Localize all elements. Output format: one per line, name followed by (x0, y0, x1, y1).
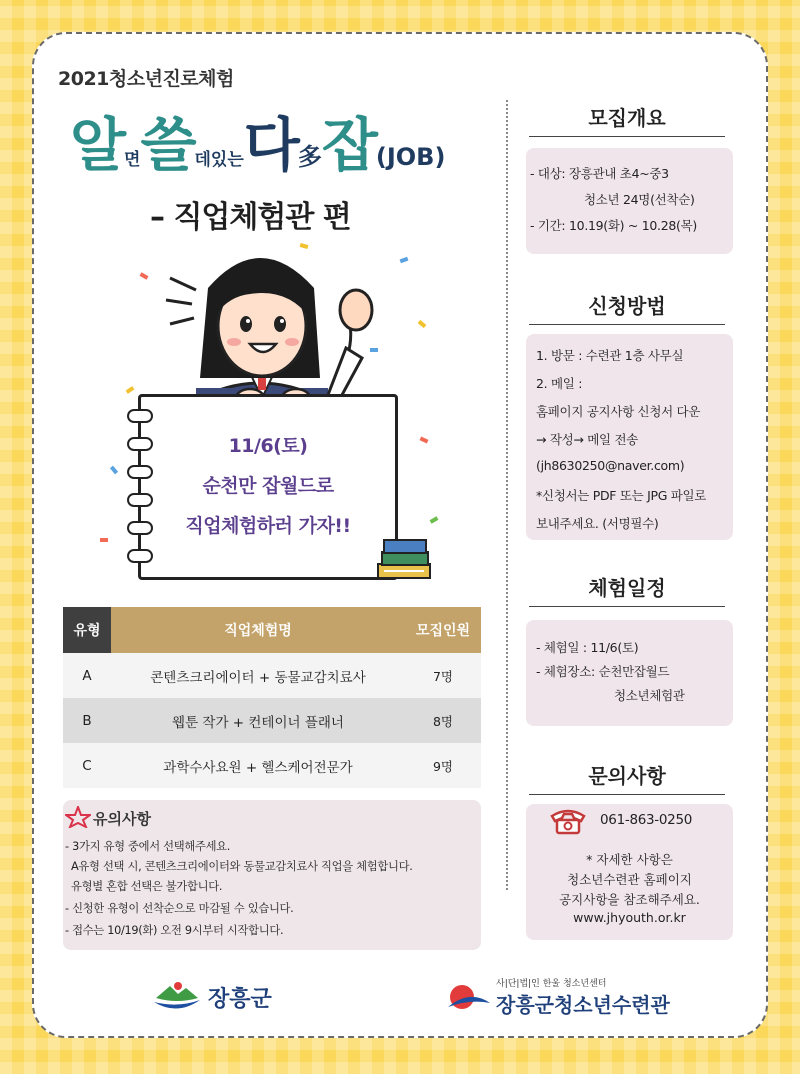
inquiry-rule (529, 794, 725, 795)
apply-email: (jh8630250@naver.com) (536, 458, 685, 473)
jangheung-logo-text: 장흥군 (208, 986, 272, 1012)
schedule-title: 체험일정 (588, 576, 666, 600)
schedule-panel (526, 620, 733, 726)
title-char-1: 알 (70, 111, 125, 179)
youth-center-subtitle: 사|단|법|인 한울 청소년센터 (496, 979, 607, 989)
apply-line: *신청서는 PDF 또는 JPG 파일로 (536, 488, 707, 503)
title-char-4: 잡 (321, 111, 376, 179)
column-divider (506, 100, 508, 890)
overview-count: 청소년 24명(선착순) (584, 192, 695, 207)
schedule-place: - 체험장소: 순천만잡월드 (536, 664, 670, 679)
overview-rule (529, 136, 725, 137)
inquiry-panel (526, 804, 733, 940)
caution-line: - 접수는 10/19(화) 오전 9시부터 시작합니다. (65, 924, 284, 937)
inquiry-website: www.jhyouth.or.kr (573, 910, 686, 925)
title-small-4: (JOB) (375, 143, 446, 171)
inquiry-line: * 자세한 사항은 (586, 852, 673, 867)
schedule-rule (529, 606, 725, 607)
overview-target: - 대상: 장흥관내 초4~중3 (530, 166, 669, 181)
apply-line: 1. 방문 : 수련관 1층 사무실 (536, 348, 684, 363)
row-name: 콘텐츠크리에이터 + 동물교감치료사 (111, 653, 405, 698)
row-count: 7명 (405, 653, 481, 698)
notepad-date: 11/6(토) (228, 435, 308, 457)
table-row (63, 653, 481, 698)
table-header-count: 모집인원 (405, 607, 481, 653)
job-table (63, 607, 481, 788)
title-small-2: 데있는 (194, 150, 244, 170)
row-count: 9명 (405, 743, 481, 788)
schedule-place-2: 청소년체험관 (614, 688, 685, 703)
caution-line: - 신청한 유형이 선착순으로 마감될 수 있습니다. (65, 902, 294, 915)
schedule-date: - 체험일 : 11/6(토) (536, 640, 639, 655)
apply-line: 홈페이지 공지사항 신청서 다운 (536, 404, 701, 419)
phone-icon (548, 806, 588, 836)
program-label: 2021청소년진로체험 (58, 68, 234, 90)
inquiry-line: 공지사항을 참조해주세요. (559, 892, 700, 907)
jangheung-logo (152, 980, 272, 1014)
apply-rule (529, 324, 725, 325)
edition-title: – 직업체험관 편 (150, 200, 351, 235)
apply-line: → 작성→ 메일 전송 (536, 432, 639, 447)
inquiry-phone: 061-863-0250 (600, 812, 693, 828)
table-header-name: 직업체험명 (111, 607, 405, 653)
apply-panel (526, 334, 733, 540)
row-name: 웹툰 작가 + 컨테이너 플래너 (111, 698, 405, 743)
table-header-type: 유형 (63, 607, 111, 653)
row-type: A (63, 653, 111, 698)
star-icon (65, 806, 91, 828)
caution-box (63, 800, 481, 950)
caution-line: A유형 선택 시, 콘텐츠크리에이터와 동물교감치료사 직업을 체험합니다. (71, 860, 413, 873)
table-row (63, 743, 481, 788)
main-title (70, 98, 445, 182)
caution-line: - 3가지 유형 중에서 선택해주세요. (65, 840, 231, 853)
row-type: B (63, 698, 111, 743)
title-char-3: 다 (243, 111, 298, 179)
notepad-place: 순천만 잡월드로 (202, 475, 334, 497)
row-count: 8명 (405, 698, 481, 743)
books-icon (374, 536, 434, 582)
title-small-1: 면 (124, 150, 141, 170)
overview-period: - 기간: 10.19(화) ~ 10.28(목) (530, 218, 697, 233)
apply-line: 보내주세요. (서명필수) (536, 516, 659, 531)
row-name: 과학수사요원 + 헬스케어전문가 (111, 743, 405, 788)
caution-line: 유형별 혼합 선택은 불가합니다. (71, 880, 223, 893)
table-row (63, 698, 481, 743)
notepad (138, 394, 398, 580)
ring (127, 409, 153, 423)
inquiry-title: 문의사항 (588, 764, 666, 788)
title-small-3: 多 (297, 143, 322, 171)
youth-center-name: 장흥군청소년수련관 (496, 993, 670, 1017)
caution-title: 유의사항 (93, 810, 151, 828)
youth-center-logo (446, 976, 670, 1018)
overview-panel (526, 148, 733, 254)
inquiry-line: 청소년수련관 홈페이지 (567, 872, 692, 887)
row-type: C (63, 743, 111, 788)
apply-title: 신청방법 (588, 294, 666, 318)
apply-line: 2. 메일 : (536, 376, 583, 391)
overview-title: 모집개요 (588, 106, 666, 130)
notepad-message: 직업체험하러 가자!! (185, 515, 351, 537)
ring (127, 549, 153, 563)
title-char-2: 쓸 (140, 111, 195, 179)
youth-center-text (496, 976, 670, 1018)
jangheung-emblem-icon (152, 980, 202, 1014)
youth-center-emblem-icon (446, 977, 492, 1017)
